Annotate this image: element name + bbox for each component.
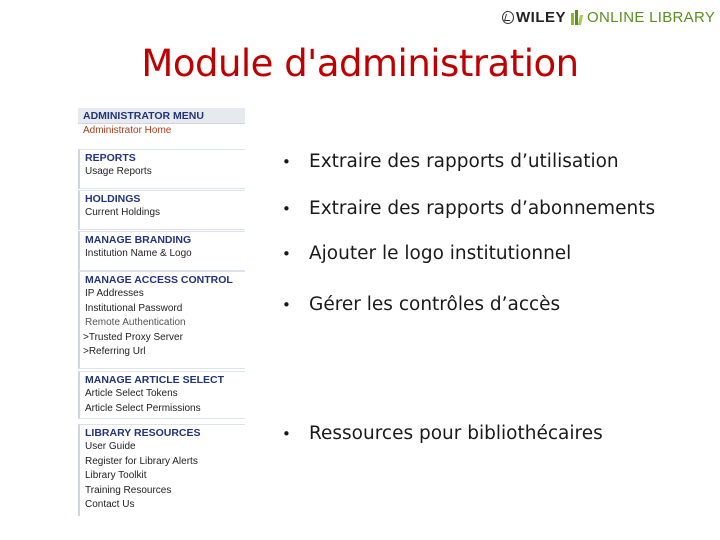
menu-section-holdings — [78, 190, 245, 230]
menu-section-access-control — [78, 271, 245, 369]
menu-item-ip-addresses[interactable]: IP Addresses — [85, 288, 144, 299]
menu-item-trusted-proxy-server[interactable]: >Trusted Proxy Server — [83, 331, 183, 343]
books-icon — [571, 10, 583, 25]
menu-item-training-resources[interactable]: Training Resources — [85, 484, 172, 496]
bullet-item: • Extraire des rapports d’abonnements — [282, 198, 656, 219]
bullet-item: • Gérer les contrôles d’accès — [282, 294, 561, 315]
bullet-item: • Ressources pour bibliothécaires — [282, 423, 603, 444]
menu-section-article-select — [78, 371, 245, 419]
menu-item-institution-name-logo[interactable]: Institution Name & Logo — [85, 248, 192, 259]
brand-wiley: WILEY — [516, 9, 566, 26]
bullet-item: • Extraire des rapports d’utilisation — [282, 151, 619, 172]
wiley-mark-icon — [502, 11, 514, 24]
menu-header-holdings[interactable]: HOLDINGS — [85, 193, 141, 205]
menu-header-article-select[interactable]: MANAGE ARTICLE SELECT — [85, 374, 225, 386]
menu-item-administrator-home[interactable]: Administrator Home — [83, 125, 172, 136]
bullet-item: • Ajouter le logo institutionnel — [282, 243, 572, 264]
menu-item-remote-authentication[interactable]: Remote Authentication — [85, 317, 186, 328]
menu-item-library-toolkit[interactable]: Library Toolkit — [85, 470, 147, 481]
menu-item-user-guide[interactable]: User Guide — [85, 441, 136, 452]
menu-item-current-holdings[interactable]: Current Holdings — [85, 207, 161, 218]
menu-item-contact-us[interactable]: Contact Us — [85, 499, 135, 510]
menu-section-library-resources — [78, 424, 245, 516]
menu-item-article-select-permissions[interactable]: Article Select Permissions — [85, 402, 201, 414]
wiley-online-library-logo — [502, 9, 715, 26]
brand-online-library: ONLINE LIBRARY — [587, 9, 716, 26]
slide-title: Module d'administration — [141, 42, 579, 85]
menu-section-branding — [78, 231, 245, 271]
menu-header-reports[interactable]: REPORTS — [85, 152, 136, 164]
menu-section-admin — [78, 108, 245, 136]
menu-item-register-library-alerts[interactable]: Register for Library Alerts — [85, 455, 198, 467]
menu-header-admin: ADMINISTRATOR MENU — [78, 108, 245, 124]
menu-section-reports — [78, 149, 245, 189]
menu-item-referring-url[interactable]: >Referring Url — [83, 346, 146, 357]
menu-item-article-select-tokens[interactable]: Article Select Tokens — [85, 388, 178, 399]
menu-header-access-control[interactable]: MANAGE ACCESS CONTROL — [85, 274, 233, 286]
menu-item-institutional-password[interactable]: Institutional Password — [85, 302, 183, 314]
menu-item-usage-reports[interactable]: Usage Reports — [85, 166, 152, 177]
menu-header-library-resources[interactable]: LIBRARY RESOURCES — [85, 427, 201, 439]
menu-header-branding[interactable]: MANAGE BRANDING — [85, 234, 192, 246]
